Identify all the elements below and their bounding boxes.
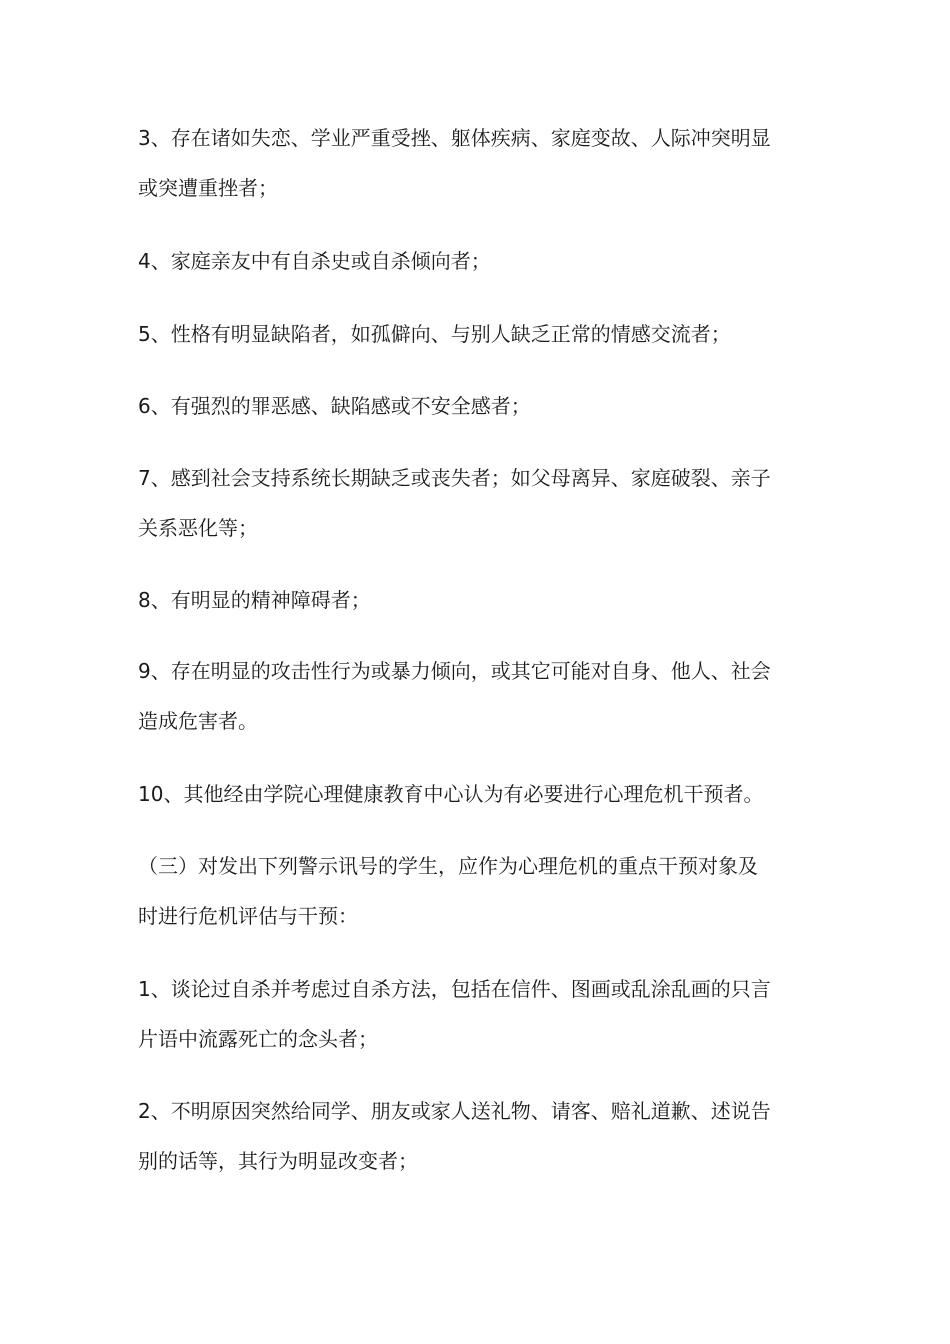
paragraph-line: 5、性格有明显缺陷者，如孤僻向、与别人缺乏正常的情感交流者； xyxy=(138,322,731,346)
paragraph-item-8 xyxy=(138,575,818,625)
paragraph-line: 别的话等，其行为明显改变者； xyxy=(138,1149,418,1173)
paragraph-item-4 xyxy=(138,236,818,286)
paragraph-item-7 xyxy=(138,453,818,553)
paragraph-line: 时进行危机评估与干预： xyxy=(138,904,358,928)
paragraph-item-10 xyxy=(138,769,818,819)
paragraph-item-9 xyxy=(138,646,818,746)
paragraph-line: 造成危害者。 xyxy=(138,709,258,733)
paragraph-section-3 xyxy=(138,841,818,941)
paragraph-item-3 xyxy=(138,113,818,213)
paragraph-line: 关系恶化等； xyxy=(138,516,258,540)
paragraph-line: 6、有强烈的罪恶感、缺陷感或不安全感者； xyxy=(138,394,531,418)
paragraph-line: 7、感到社会支持系统长期缺乏或丧失者；如父母离异、家庭破裂、亲子 xyxy=(138,466,771,490)
paragraph-line: 9、存在明显的攻击性行为或暴力倾向，或其它可能对自身、他人、社会 xyxy=(138,659,771,683)
paragraph-line: （三）对发出下列警示讯号的学生，应作为心理危机的重点干预对象及 xyxy=(138,854,758,878)
paragraph-line: 1、谈论过自杀并考虑过自杀方法，包括在信件、图画或乱涂乱画的只言 xyxy=(138,977,771,1001)
paragraph-line: 片语中流露死亡的念头者； xyxy=(138,1027,378,1051)
paragraph-warning-2 xyxy=(138,1086,818,1186)
paragraph-line: 或突遭重挫者； xyxy=(138,176,278,200)
paragraph-line: 3、存在诸如失恋、学业严重受挫、躯体疾病、家庭变故、人际冲突明显 xyxy=(138,126,771,150)
paragraph-line: 8、有明显的精神障碍者； xyxy=(138,588,371,612)
paragraph-line: 10、其他经由学院心理健康教育中心认为有必要进行心理危机干预者。 xyxy=(138,782,764,806)
paragraph-line: 2、不明原因突然给同学、朋友或家人送礼物、请客、赔礼道歉、述说告 xyxy=(138,1099,771,1123)
paragraph-warning-1 xyxy=(138,964,818,1064)
paragraph-line: 4、家庭亲友中有自杀史或自杀倾向者； xyxy=(138,249,491,273)
paragraph-item-6 xyxy=(138,381,818,431)
paragraph-item-5 xyxy=(138,309,818,359)
